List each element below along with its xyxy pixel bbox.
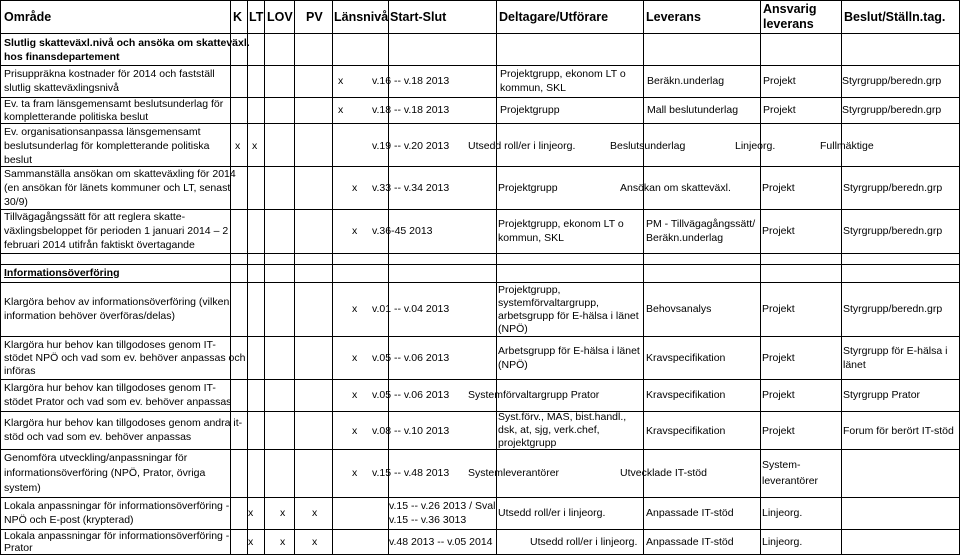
row-deltagare: (NPÖ) (498, 359, 528, 371)
row-deltagare: Syst.förv., MAS, bist.handl., (498, 411, 627, 423)
section-title-line1: Slutlig skatteväxl.nivå och ansöka om skatteväxl. (4, 37, 250, 49)
row-x-lt: x (252, 140, 258, 152)
row-deltagare: kommun, SKL (500, 82, 566, 94)
row-omrade: (en ansökan för länets kommuner och LT, senast (4, 182, 231, 194)
row-deltagare: (NPÖ) (498, 323, 528, 335)
row-beslut: Styrgrupp/beredn.grp (843, 225, 943, 237)
row-period: v.36-45 2013 (372, 225, 433, 237)
row-leverans: Beräkn.underlag (646, 232, 724, 244)
row-omrade: informationsöverföring (NPÖ, Prator, övriga (4, 467, 206, 479)
row-omrade: stödet NPÖ och vad som ev. behöver anpassas och (4, 352, 246, 364)
row-period: v.19 -- v.20 2013 (372, 140, 450, 152)
row-leverans: Kravspecifikation (646, 352, 726, 364)
row-ansvarig: Projekt (762, 352, 795, 364)
row-leverans: Mall beslutunderlag (647, 104, 739, 116)
row-omrade: information behöver överföras/delas) (4, 310, 176, 322)
row-ansvarig: Linjeorg. (735, 140, 776, 152)
row-deltagare: projektgrupp (498, 437, 557, 449)
row-omrade: Prator (4, 542, 33, 554)
row-beslut: Styrgrupp/beredn.grp (843, 182, 943, 194)
row-x-lov: x (312, 536, 318, 548)
row-x-lov: x (312, 507, 318, 519)
row-deltagare: arbetsgrupp för E-hälsa i länet (498, 310, 639, 322)
row-deltagare: systemförvaltargrupp, (498, 297, 599, 309)
row-period: v.15 -- v.26 2013 / Svall (389, 500, 498, 512)
row-beslut: Forum för berört IT-stöd (843, 425, 954, 437)
row-omrade: Genomföra utveckling/anpassningar för (4, 452, 188, 464)
row-omrade: NPÖ och E-post (krypterad) (4, 514, 134, 526)
row-deltagare: Projektgrupp (498, 182, 558, 194)
row-x-k: x (248, 536, 254, 548)
row-beslut: Styrgrupp/beredn.grp (842, 104, 942, 116)
section-title-informationsoverforing: Informationsöverföring (4, 267, 120, 279)
row-deltagare: kommun, SKL (498, 232, 564, 244)
row-beslut: Styrgrupp/beredn.grp (842, 75, 942, 87)
row-period: v.01 -- v.04 2013 (372, 303, 450, 315)
row-omrade: Ev. organisationsanpassa länsgemensamt (4, 126, 201, 138)
row-period: v.05 -- v.06 2013 (372, 352, 450, 364)
header-lov: LOV (267, 10, 293, 24)
row-ansvarig: leverantörer (762, 475, 819, 487)
row-omrade: kompletterande politiska beslut (4, 111, 149, 123)
header-beslut: Beslut/Ställn.tag. (844, 10, 946, 24)
row-leverans: Utvecklade IT-stöd (620, 467, 707, 479)
row-x-marker: x (352, 425, 358, 437)
row-deltagare: Projektgrupp, ekonom LT o (498, 218, 624, 230)
row-deltagare: Utsedd roll/er i linjeorg. (530, 536, 638, 548)
row-leverans: Kravspecifikation (646, 425, 726, 437)
row-omrade: Klargöra behov av informationsöverföring (vilken (4, 296, 230, 308)
row-x-marker: x (352, 352, 358, 364)
header-deltagare: Deltagare/Utförare (499, 10, 609, 24)
row-x-marker: x (338, 104, 344, 116)
row-omrade: Prisuppräkna kostnader för 2014 och fastställ (4, 68, 215, 80)
row-leverans: Anpassade IT-stöd (646, 507, 734, 519)
row-omrade: beslut (4, 154, 33, 166)
row-omrade: system) (4, 482, 41, 494)
row-ansvarig: Projekt (762, 303, 795, 315)
row-leverans: Behovsanalys (646, 303, 712, 315)
row-leverans: Kravspecifikation (646, 389, 726, 401)
row-omrade: Klargöra hur behov kan tillgodoses genom andra it- (4, 417, 243, 429)
row-deltagare: dsk, at, sjg, verk.chef, (498, 424, 600, 436)
row-omrade: Tillvägagångssätt för att reglera skatte- (4, 211, 186, 223)
row-beslut: länet (843, 359, 866, 371)
header-ansvarig-line1: Ansvarig (763, 2, 817, 16)
row-leverans: Beslutsunderlag (610, 140, 686, 152)
row-beslut: Styrgrupp för E-hälsa i (843, 345, 948, 357)
header-k: K (233, 10, 243, 24)
row-omrade: februari 2014 utifrån faktiskt övertagande (4, 239, 195, 251)
row-beslut: Fullmäktige (820, 140, 874, 152)
row-deltagare: Arbetsgrupp för E-hälsa i länet (498, 345, 640, 357)
row-ansvarig: Projekt (762, 425, 795, 437)
row-x-marker: x (352, 182, 358, 194)
row-x-k: x (235, 140, 241, 152)
header-ansvarig-line2: leverans (763, 17, 814, 31)
row-period: v.48 2013 -- v.05 2014 (389, 536, 493, 548)
header-lt: LT (249, 10, 264, 24)
row-x-marker: x (352, 467, 358, 479)
row-ansvarig: Projekt (762, 225, 795, 237)
row-omrade: Ev. ta fram länsgemensamt beslutsunderlag för (4, 98, 224, 110)
row-ansvarig: System- (762, 459, 801, 471)
row-ansvarig: Projekt (763, 104, 796, 116)
row-omrade: stöd och vad som ev. behöver anpassas (4, 431, 192, 443)
row-x-lt: x (280, 507, 286, 519)
header-omrade: Område (4, 10, 52, 24)
row-omrade: Sammanställa ansökan om skatteväxling för 2014 (4, 168, 236, 180)
row-period: v.05 -- v.06 2013 (372, 389, 450, 401)
row-deltagare: Projektgrupp (500, 104, 560, 116)
row-omrade: beslutsunderlag för kompletterande politiska (4, 140, 210, 152)
row-deltagare: Systemförvaltargrupp Prator (468, 389, 600, 401)
row-period: v.33 -- v.34 2013 (372, 182, 450, 194)
row-x-marker: x (352, 225, 358, 237)
row-omrade: Lokala anpassningar för informationsöverföring - (4, 500, 230, 512)
row-period: v.08 -- v.10 2013 (372, 425, 450, 437)
row-x-marker: x (338, 75, 344, 87)
row-x-marker: x (352, 303, 358, 315)
row-period: v.15 -- v.48 2013 (372, 467, 450, 479)
row-ansvarig: Projekt (762, 389, 795, 401)
row-x-lt: x (280, 536, 286, 548)
row-leverans: Ansökan om skatteväxl. (620, 182, 731, 194)
row-omrade: Lokala anpassningar för informationsöverföring - (4, 530, 230, 542)
row-ansvarig: Projekt (763, 75, 796, 87)
row-ansvarig: Linjeorg. (762, 536, 803, 548)
row-period: v.16 -- v.18 2013 (372, 75, 450, 87)
row-omrade: växlingsbeloppet för perioden 1 januari 2014 – 2 (4, 225, 229, 237)
row-leverans: Beräkn.underlag (647, 75, 725, 87)
row-omrade: 30/9) (4, 196, 28, 208)
row-deltagare: Utsedd roll/er i linjeorg. (468, 140, 576, 152)
row-x-marker: x (352, 389, 358, 401)
header-lansniva: Länsnivå (334, 10, 389, 24)
row-omrade: Klargöra hur behov kan tillgodoses genom IT- (4, 339, 216, 351)
row-leverans: PM - Tillvägagångssätt/ (646, 218, 756, 230)
row-ansvarig: Linjeorg. (762, 507, 803, 519)
row-period: v.15 -- v.36 3013 (389, 514, 467, 526)
row-leverans: Anpassade IT-stöd (646, 536, 734, 548)
row-x-k: x (248, 507, 254, 519)
row-omrade: stödet Prator och vad som ev. behöver anpassas (4, 396, 232, 408)
row-deltagare: Utsedd roll/er i linjeorg. (498, 507, 606, 519)
row-ansvarig: Projekt (762, 182, 795, 194)
header-start-slut: Start-Slut (390, 10, 447, 24)
header-pv: PV (306, 10, 323, 24)
row-period: v.18 -- v.18 2013 (372, 104, 450, 116)
row-omrade: slutlig skatteväxlingsnivå (4, 82, 119, 94)
row-deltagare: Systemleverantörer (468, 467, 560, 479)
section-title-line2: hos finansdepartement (4, 51, 120, 63)
header-leverans: Leverans (646, 10, 701, 24)
row-omrade: införas (4, 365, 36, 377)
row-beslut: Styrgrupp Prator (843, 389, 921, 401)
row-beslut: Styrgrupp/beredn.grp (843, 303, 943, 315)
row-deltagare: Projektgrupp, (498, 284, 561, 296)
row-deltagare: Projektgrupp, ekonom LT o (500, 68, 626, 80)
row-omrade: Klargöra hur behov kan tillgodoses genom IT- (4, 382, 216, 394)
